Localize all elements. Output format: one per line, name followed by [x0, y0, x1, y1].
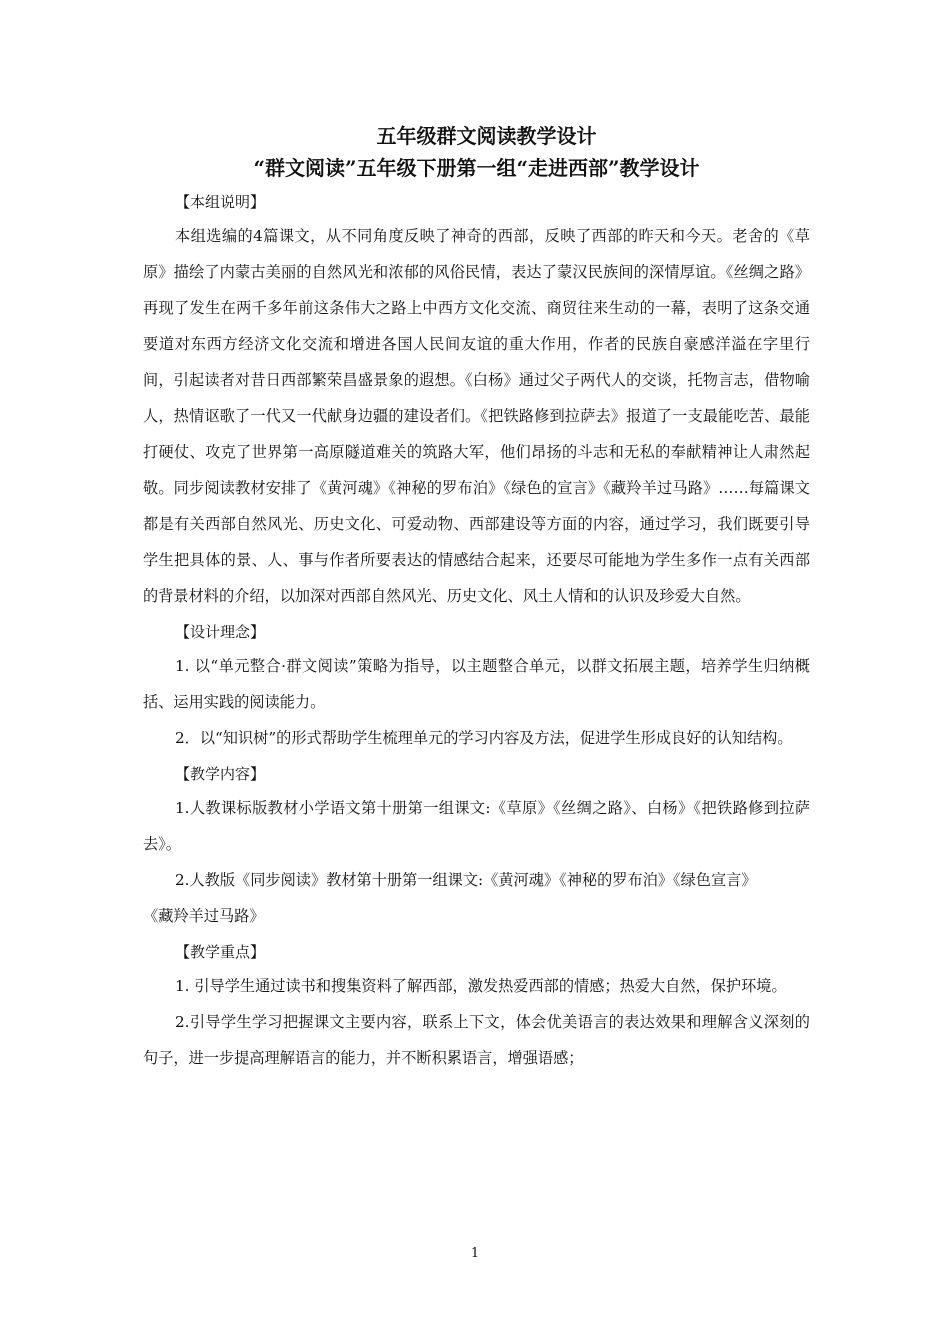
section-heading-teaching-content: 【教学内容】 [175, 765, 266, 783]
paragraph-teaching-content-1: 1.人教课标版教材小学语文第十册第一组课文:《草原》《丝绸之路》、白杨》《把铁路修到拉萨去》。 [143, 799, 810, 853]
document-subtitle: “群文阅读”五年级下册第一组“走进西部”教学设计 [253, 156, 700, 180]
page-number: 1 [470, 1246, 480, 1261]
paragraph-design-concept-2: 2．以“知识树”的形式帮助学生梳理单元的学习内容及方法，促进学生形成良好的认知结构。 [175, 729, 793, 747]
section-heading-teaching-focus: 【教学重点】 [175, 943, 266, 961]
paragraph-design-concept-1: 1. 以“单元整合·群文阅读”策略为指导，以主题整合单元，以群文拓展主题，培养学生归纳概括、运用实践的阅读能力。 [143, 657, 810, 711]
paragraph-teaching-focus-2: 2.引导学生学习把握课文主要内容，联系上下文，体会优美语言的表达效果和理解含义深刻的句子，进一步提高理解语言的能力，并不断积累语言，增强语感； [143, 1013, 810, 1067]
document-title: 五年级群文阅读教学设计 [376, 124, 597, 148]
section-heading-design-concept: 【设计理念】 [175, 623, 266, 641]
section-heading-group-description: 【本组说明】 [175, 193, 266, 211]
paragraph-teaching-content-3: 《藏羚羊过马路》 [143, 907, 265, 925]
paragraph-group-description: 本组选编的4篇课文，从不同角度反映了神奇的西部，反映了西部的昨天和今天。老舍的《草原》描绘了内蒙古美丽的自然风光和浓郁的风俗民情，表达了蒙汉民族间的深情厚谊。《丝绸之路》再现了发生在两千多年前这条伟大之路上中西方文化交流、商贸往来生动的一幕，表明了这条交通要道对东西方经济文化交流和增进各国人民间友谊的重大作用，作者的民族自豪感洋溢在字里行间，引起读者对昔日西部繁荣昌盛景象的遐想。《白杨》通过父子两代人的交谈，托物言志，借物喻人，热情讴歌了一代又一代献身边疆的建设者们。《把铁路修到拉萨去》报道了一支最能吃苦、最能打硬仗、攻克了世界第一高原隧道难关的筑路大军，他们昂扬的斗志和无私的奉献精神让人肃然起敬。同步阅读教材安排了《黄河魂》《神秘的罗布泊》《绿色的宣言》《藏羚羊过马路》……每篇课文都是有关西部自然风光、历史文化、可爱动物、西部建设等方面的内容，通过学习，我们既要引导学生把具体的景、人、事与作者所要表达的情感结合起来，还要尽可能地为学生多作一点有关西部的背景材料的介绍，以加深对西部自然风光、历史文化、风土人情和的认识及珍爱大自然。 [143, 227, 810, 605]
paragraph-teaching-content-2: 2.人教版《同步阅读》教材第十册第一组课文:《黄河魂》《神秘的罗布泊》《绿色宣言》 [175, 871, 757, 889]
paragraph-teaching-focus-1: 1. 引导学生通过读书和搜集资料了解西部，激发热爱西部的情感；热爱大自然，保护环境。 [175, 977, 787, 995]
document-page [143, 120, 810, 1076]
